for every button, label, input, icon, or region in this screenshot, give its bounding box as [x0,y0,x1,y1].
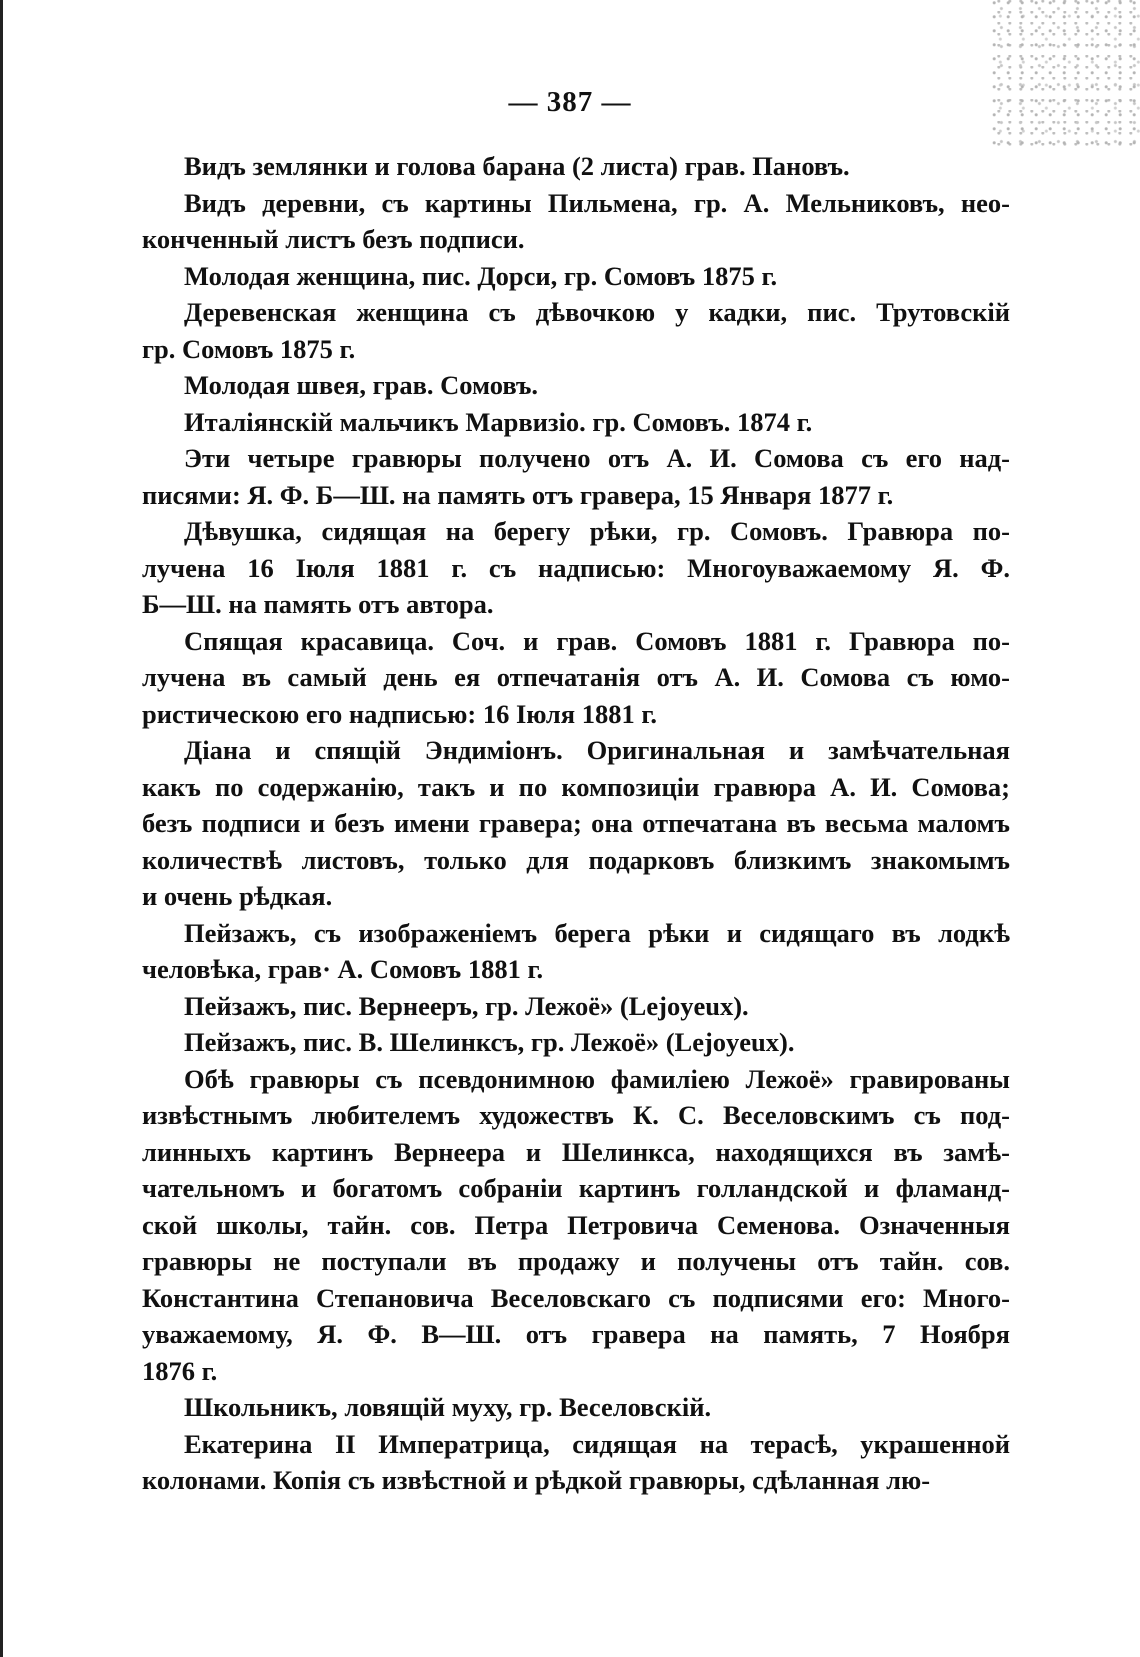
entry-line-text: Б—Ш. на память отъ автора. [142,589,494,619]
entry-line [142,367,1010,404]
entry-lead-word: Школьникъ, [184,1392,338,1422]
entry-line [142,440,1010,477]
entry-paragraph [142,440,1010,513]
entry-line [142,294,1010,331]
entry-line-text: 1876 г. [142,1355,218,1386]
entry-line [142,1353,1010,1390]
entry-line [142,1426,1010,1463]
entry-line-text: женщина съ дѣвочкою у кадки, пис. Трутовскій [356,297,1011,327]
entry-line-text: извѣстнымъ любителемъ художествъ К. С. Веселовскимъ съ под- [142,1100,1010,1130]
entry-line-text: колонами. Копія съ извѣстной и рѣдкой гравюры, сдѣланная лю- [142,1465,931,1495]
entry-lead-word: Дѣвушка, [184,516,302,546]
entry-paragraph [142,185,1010,258]
entry-paragraph [142,294,1010,367]
entry-line-text: съ изображеніемъ берега рѣки и сидящаго въ лодкѣ [313,917,1010,948]
entry-line-text: деревни, съ картины Пильмена, гр. А. Мельниковъ, нео- [262,187,1011,218]
entry-lead-word: Италіянскій [184,406,333,437]
entry-line [142,1061,1010,1098]
entry-line-text: ской школы, тайн. сов. Петра Петровича Семенова. Означенныя [142,1209,1010,1240]
page-edge [0,0,3,1657]
entry-line-text: пис. В. Шелинксъ, гр. Лежоё» (Lejoyeux). [303,1027,795,1057]
entry-paragraph [142,1061,1010,1390]
entry-lead-word: Видъ [184,187,246,218]
entry-lead-word: Пейзажъ, [184,917,297,948]
entry-line [142,221,1010,258]
entry-line [142,659,1010,696]
entry-paragraph [142,258,1010,295]
entry-line [142,1243,1010,1280]
entry-line-text: лучена 16 Іюля 1881 г. съ надписью: Многоуважаемому Я. Ф. [142,552,1010,583]
entry-paragraph [142,367,1010,404]
entry-line [142,805,1010,842]
entry-line [142,915,1010,952]
entry-line-text: женщина, пис. Дорси, гр. Сомовъ 1875 г. [296,260,778,291]
entry-line [142,1462,1010,1499]
entry-lead-word: Пейзажъ, [184,990,297,1021]
entry-paragraph [142,1389,1010,1426]
entry-lead-word: Пейзажъ, [184,1027,297,1057]
entry-line [142,1316,1010,1353]
entry-line-text: и спящій Эндиміонъ. Оригинальная и замѣчательная [275,735,1010,765]
entry-line [142,878,1010,915]
entry-line-text: Эти четыре гравюры получено отъ А. И. Сомова съ его над- [184,443,1010,473]
entry-line [142,1134,1010,1171]
entry-lead-word: Діана [184,735,252,765]
entry-line-text: конченный листъ безъ подписи. [142,224,525,254]
entry-line [142,477,1010,514]
entry-line-text: безъ подписи и безъ имени гравера; она отпечатана въ весьма маломъ [142,808,1010,838]
entry-line-text: мальчикъ Марвизіо. гр. Сомовъ. 1874 г. [339,406,813,437]
entry-line-text: писями: Я. Ф. Б—Ш. на память отъ гравера, 15 Января 1877 г. [142,479,894,510]
entry-paragraph [142,623,1010,733]
entry-line-text: ловящій муху, гр. Веселовскій. [344,1392,712,1422]
entry-line-text: красавица. Соч. и грав. Сомовъ 1881 г. Гравюра по- [300,625,1010,656]
entry-line-text: какъ по содержанію, такъ и по композиціи гравюра А. И. Сомова; [142,771,1010,802]
entry-line-text: Константина Степановича Веселовскаго съ подписями его: Много- [142,1282,1010,1313]
entry-line-text: швея, грав. Сомовъ. [296,370,539,400]
entry-line [142,404,1010,441]
entry-paragraph [142,732,1010,915]
entry-lead-word: Видъ [184,151,246,181]
entry-line-text: человѣка, грав· А. Сомовъ 1881 г. [142,954,544,984]
entry-line-text: ристическою его надписью: 16 Іюля 1881 г. [142,698,657,729]
entry-paragraph [142,404,1010,441]
entry-line-text: II Императрица, сидящая на терасѣ, украшенной [335,1428,1010,1459]
entry-paragraph [142,513,1010,623]
entry-line [142,988,1010,1025]
entry-line-text: гр. Сомовъ 1875 г. [142,333,356,364]
document-body [142,148,1010,1499]
entry-line [142,586,1010,623]
entry-lead-word: Екатерина [184,1428,313,1459]
entry-line-text: чательномъ и богатомъ собраніи картинъ голландской и фламанд- [142,1173,1010,1203]
entry-line-text: пис. Вернеeръ, гр. Лежоё» (Lejoyeux). [303,990,749,1021]
entry-line [142,769,1010,806]
entry-line-text: и очень рѣдкая. [142,881,333,911]
page-number: — 387 — [508,86,632,118]
entry-line [142,951,1010,988]
entry-line [142,1170,1010,1207]
entry-line-text: линныхъ картинъ Вернеера и Шелинкса, находящихся въ замѣ- [142,1136,1010,1167]
entry-line-text: сидящая на берегу рѣки, гр. Сомовъ. Гравюра по- [321,516,1010,546]
entry-line [142,842,1010,879]
entry-lead-word: Молодая [184,260,290,291]
entry-line [142,1280,1010,1317]
entry-line [142,513,1010,550]
entry-lead-word: Молодая [184,370,290,400]
entry-line-text: Обѣ гравюры съ псевдонимною фамиліею Лежоё» гравированы [184,1063,1010,1094]
paper-speckle [990,0,1140,150]
entry-paragraph [142,988,1010,1025]
entry-line [142,1389,1010,1426]
entry-line [142,623,1010,660]
entry-line [142,696,1010,733]
entry-line [142,732,1010,769]
entry-paragraph [142,148,1010,185]
entry-line [142,258,1010,295]
entry-line-text: гравюры не поступали въ продажу и получены отъ тайн. сов. [142,1246,1010,1276]
entry-line [142,1097,1010,1134]
entry-line-text: лучена въ самый день ея отпечатанія отъ А. И. Сомова съ юмо- [142,662,1010,692]
entry-lead-word: Спящая [184,625,283,656]
entry-line [142,185,1010,222]
entry-lead-word: Деревенская [184,297,337,327]
entry-paragraph [142,1024,1010,1061]
entry-line [142,1207,1010,1244]
entry-paragraph [142,1426,1010,1499]
entry-line [142,148,1010,185]
entry-line-text: уважаемому, Я. Ф. В—Ш. отъ гравера на память, 7 Ноября [142,1319,1010,1349]
entry-line-text: землянки и голова барана (2 листа) грав. Пановъ. [252,151,850,181]
entry-line [142,550,1010,587]
entry-line [142,1024,1010,1061]
entry-line [142,331,1010,368]
entry-paragraph [142,915,1010,988]
entry-line-text: количествѣ листовъ, только для подарковъ близкимъ знакомымъ [142,844,1010,875]
